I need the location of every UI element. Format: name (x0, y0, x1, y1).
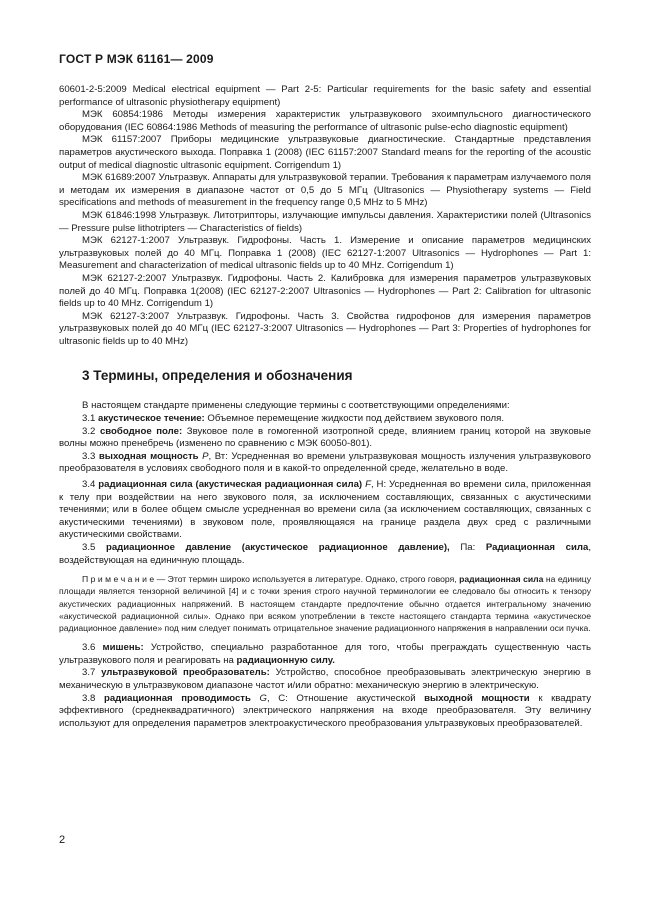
term-definition-cont: , воздействующая на единичную площадь. (59, 542, 591, 566)
note-term: радиационная сила (459, 574, 544, 585)
term-name: радиационное давление (акустическое радиационное давление), (105, 542, 450, 553)
term-name: радиационная сила (акустическая радиационная сила) (98, 479, 363, 491)
term-name: акустическое течение: (98, 413, 205, 425)
term-reference: Радиационная сила (485, 542, 589, 553)
term-number: 3.5 (82, 542, 96, 553)
reference-item: МЭК 61689:2007 Ультразвук. Аппараты для ультразвуковой терапии. Требования к параметрам излучаемого поля и методам их измерения в диапазоне частот от 0,5 до 5 МГц (Ultrasonics — Physiotherapy systems — Field specifications and methods of measurement in the frequency range 0,5 MHz to 5 MHz) (59, 172, 591, 209)
reference-item: МЭК 62127-3:2007 Ультразвук. Гидрофоны. Часть 3. Свойства гидрофонов для измерения параметров ультразвуковых полей до 40 МГц (IEC 62127-3:2007 Ultrasonics — Hydrophones — Part 3: Properties of hydrophones for ultrasonic fields up to 40 MHz) (59, 310, 591, 347)
section-heading: 3 Термины, определения и обозначения (82, 368, 353, 384)
note (59, 573, 591, 634)
term-name: ультразвуковой преобразователь: (101, 667, 270, 679)
term-3-1 (59, 413, 591, 426)
reference-item: МЭК 60854:1986 Методы измерения характеристик ультразвукового эхоимпульсного диагностического оборудования (IEC 60864:1986 Methods of measuring the performance of ultrasonic pulse-echo diagnostic equipment) (59, 109, 591, 133)
term-symbol: F (362, 479, 371, 491)
term-reference: выходной мощности (424, 692, 530, 704)
term-3-4 (59, 479, 591, 542)
note-label: П р и м е ч а н и е (82, 574, 155, 585)
term-number: 3.1 (82, 413, 96, 425)
term-name: выходная мощность (98, 450, 199, 462)
reference-item: МЭК 61157:2007 Приборы медицинские ультразвуковые диагностические. Стандартные представления параметров акустического выхода. Поправка 1 (2008) (IEC 61157:2007 Standard means for the reporting of the acoustic output of medical diagnostic ultrasonic equipment. Corrigendum 1) (59, 134, 591, 171)
term-name: радиационная проводимость (103, 692, 251, 704)
term-symbol: G (250, 692, 267, 704)
reference-item: МЭК 62127-2:2007 Ультразвук. Гидрофоны. Часть 2. Калибровка для измерения параметров ультразвуковых полей до 40 МГц. Поправка 1(2008) (IEC 62127-2:2007 Ultrasonics — Hydrophones — Part 2: Calibration for ultrasonic fields up to 40 MHz. Corrigendum 1) (59, 272, 591, 310)
term-3-3 (59, 451, 591, 476)
term-number: 3.2 (82, 425, 96, 437)
term-definition: , Н: Усредненная во времени сила, приложенная к телу при воздействии на него звукового поля, за исключением составляющих, связанных с акустическими течениями; или в более общем смысле усредненная во времени сила (за исключением составляющих, связанных с акустическими течениями) в звуковом поле, проявляющаяся на границе раздела двух сред с различными акустическими свойствами. (59, 479, 591, 541)
term-number: 3.7 (82, 667, 96, 679)
term-reference: радиационную силу. (236, 654, 335, 666)
term-definition: Звуковое поле в гомогенной изотропной среде, влиянием границ которой на звуковые волны можно пренебречь (изменено по сравнению с МЭК 60050-801). (59, 425, 591, 450)
term-definition: , С: Отношение акустической (266, 692, 425, 704)
term-number: 3.6 (82, 642, 96, 654)
term-3-8 (59, 693, 591, 731)
term-definition: Па: (449, 542, 486, 553)
section-intro: В настоящем стандарте применены следующие термины с соответствующими определениями: (82, 400, 510, 412)
document-header: ГОСТ Р МЭК 61161— 2009 (59, 52, 214, 66)
term-definition: Устройство, специально разработанное для того, чтобы преграждать существенную часть ультразвукового поля и реагировать на (59, 642, 591, 666)
note-text: — Этот термин широко используется в литературе. Однако, строго говоря, (154, 574, 460, 585)
term-number: 3.3 (82, 450, 96, 462)
term-3-6 (59, 642, 591, 667)
term-3-2 (59, 426, 591, 451)
term-definition: Устройство, способное преобразовывать электрическую энергию в механическую в ультразвуковом диапазоне частот и/или обратно: механическую энергию в электрическую. (59, 667, 592, 691)
reference-item: 60601-2-5:2009 Medical electrical equipment — Part 2-5: Particular requirements for the basic safety and essential performance of ultrasonic physiotherapy equipment) (59, 84, 591, 108)
reference-item: МЭК 61846:1998 Ультразвук. Литотрипторы, излучающие импульсы давления. Характеристики полей (Ultrasonics — Pressure pulse lithotripters — Characteristics of fields) (59, 209, 591, 234)
term-symbol: P (198, 450, 209, 462)
term-number: 3.4 (82, 479, 96, 491)
term-name: свободное поле: (99, 425, 183, 437)
note-text-cont: на единицу площади является тензорной величиной [4] и с точки зрения строго научной терминологии ее следовало бы относить к тензору акустических радиационных напряжений. В настоящем стандарте предпочтение обычно отдается интегральному значению «акустической радиационной силы». Однако при всяком употреблении в тексте настоящего стандарта термина «акустическое радиационное давление» под ним следует понимать отрицательное значение радиационного напряжения в направлении оси пучка. (59, 574, 592, 633)
page-number: 2 (59, 834, 66, 846)
reference-item: МЭК 62127-1:2007 Ультразвук. Гидрофоны. Часть 1. Измерение и описание параметров медицинских ультразвуковых полей до 40 МГц. Поправка 1 (2008) (IEC 62127-1:2007 Ultrasonics — Hydrophones — Part 1: Measurement and characterization of medical ultrasonic fields up to 40 MHz. Corrigendum 1) (59, 235, 591, 272)
term-3-7 (59, 667, 591, 692)
term-definition-cont: к квадрату эффективного (среднеквадратичного) электрического напряжения на входе преобразователя. Эту величину используют для определения параметров электроакустического преобразования ультразвуковых преобразователей. (59, 692, 591, 729)
page-content (59, 84, 591, 730)
term-number: 3.8 (82, 692, 96, 704)
term-3-5 (59, 542, 591, 567)
term-definition: Объемное перемещение жидкости под действием звукового поля. (204, 413, 505, 425)
term-definition: , Вт: Усредненная во времени ультразвуковая мощность излучения ультразвукового преобразователя в условиях свободного поля и в какой-то определенной среде, желательно в воде. (59, 450, 591, 475)
term-name: мишень: (102, 642, 144, 654)
